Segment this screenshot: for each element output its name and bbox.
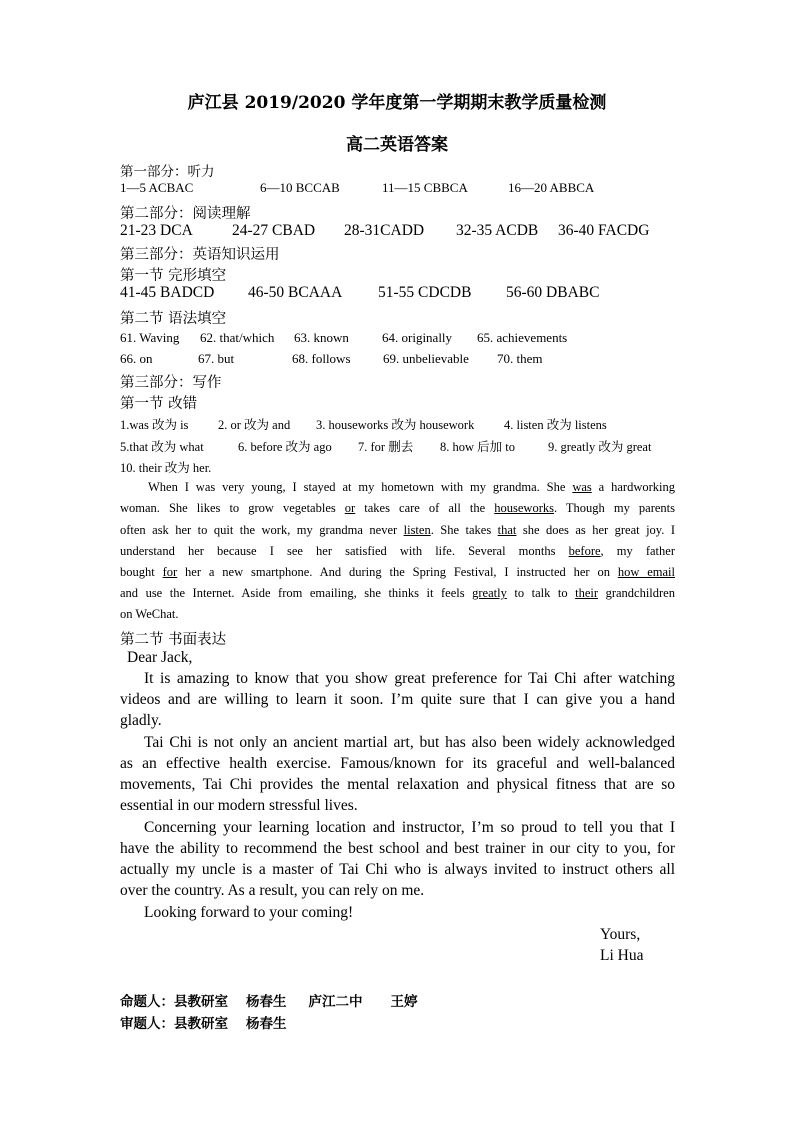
letter-line: Looking forward to your coming! [144,904,354,921]
letter-closing: Yours, [600,926,641,943]
corrections-row1 [120,415,680,433]
error-marker: before [568,544,601,558]
error-marker: that [497,523,517,537]
correction-item: 7. for 删去 [358,440,414,454]
passage-line: and use the Internet. Aside from emailing, she thinks it feels greatly to talk to their grandchildren [120,586,675,600]
part3-heading: 第三部分：英语知识运用 [120,247,280,263]
author-label: 命题人：县教研室 [120,994,228,1010]
answer-group: 28-31CADD [344,222,425,239]
passage-line: understand her because I see her satisfied with life. Several months before, my father [120,544,675,558]
answer-group: 41-45 BADCD [120,284,215,301]
error-marker: or [344,501,356,515]
exam-subtitle: 高二英语答案 [346,135,448,155]
answer-group: 36-40 FACDG [558,222,650,239]
author-name: 杨春生 [246,994,287,1010]
passage-line: often ask her to quit the work, my grandma never listen. She takes that she does as her great joy. I [120,523,675,537]
letter-line: as an effective health exercise. Famous/known for its graceful and well-balanced [120,755,675,772]
correction-item: 6. before 改为 ago [238,440,332,454]
writing-heading: 第三部分：写作 [120,375,222,391]
error-marker: listen [403,523,431,537]
answer-group: 24-27 CBAD [232,222,316,239]
letter-signature: Li Hua [600,947,644,964]
answer-item: 68. follows [292,351,351,366]
answer-item: 61. Waving [120,330,180,345]
letter-line: Concerning your learning location and instructor, I’m so proud to tell you that I [144,819,675,836]
grammar-answers-row2 [120,351,680,369]
passage-line: When I was very young, I stayed at my hometown with my grandma. She was a hardworking [148,480,676,494]
grammar-answers-row1 [120,330,680,348]
passage-line: on WeChat. [120,607,179,621]
letter-line: It is amazing to know that you show great preference for Tai Chi after watching [144,670,675,687]
cloze-heading: 第一节 完形填空 [120,268,227,284]
part2-heading: 第二部分：阅读理解 [120,206,251,222]
reviewer-name: 杨春生 [246,1016,287,1032]
exam-title: 庐江县 2019/2020 学年度第一学期期末教学质量检测 [187,93,607,113]
answer-group: 11—15 CBBCA [382,180,468,195]
answer-group: 6—10 BCCAB [260,180,340,195]
correction-item: 1.was 改为 is [120,418,189,432]
answer-group: 46-50 BCAAA [248,284,343,301]
author-name-2: 王婷 [390,994,418,1010]
corrections-row2 [120,437,680,455]
letter-line: Tai Chi is not only an ancient martial art, but has also been widely acknowledged [144,734,675,751]
author-school: 庐江二中 [308,994,363,1010]
reviewer-label: 审题人：县教研室 [120,1016,228,1032]
error-marker: how email [617,565,675,579]
composition-heading: 第二节 书面表达 [120,632,227,648]
error-marker: greatly [472,586,507,600]
part1-answers [120,180,680,198]
letter-line: have the ability to recommend the best school and best trainer in our city to you, for [120,840,675,857]
correction-item: 2. or 改为 and [218,418,291,432]
passage-line: woman. She likes to grow vegetables or takes care of all the houseworks. Though my parents [120,501,675,515]
correction-item: 4. listen 改为 listens [504,418,607,432]
part2-answers [120,222,680,242]
answer-item: 70. them [497,351,543,366]
letter-greeting: Dear Jack, [127,649,193,666]
error-marker: their [575,586,599,600]
answer-group: 1—5 ACBAC [120,180,194,195]
letter-line: gladly. [120,712,162,729]
answer-item: 64. originally [382,330,453,345]
letter-line: movements, Tai Chi provides the mental relaxation and physical fitness that are so [120,776,675,793]
answer-group: 32-35 ACDB [456,222,539,239]
answer-item: 69. unbelievable [383,351,469,366]
error-marker: was [572,480,592,494]
part1-heading: 第一部分：听力 [120,164,215,180]
cloze-answers [120,284,680,304]
error-marker: houseworks [494,501,554,515]
error-marker: for [162,565,178,579]
reviewer-line [120,1012,305,1032]
correction-item: 3. houseworks 改为 housework [316,418,475,432]
author-line [120,990,436,1010]
answer-group: 56-60 DBABC [506,284,600,301]
error-correction-heading: 第一节 改错 [120,396,198,412]
letter-line: over the country. As a result, you can rely on me. [120,882,425,899]
answer-item: 65. achievements [477,330,568,345]
correction-item: 8. how 后加 to [440,440,516,454]
correction-item: 9. greatly 改为 great [548,440,652,454]
answer-item: 66. on [120,351,153,366]
letter-line: actually my uncle is a master of Tai Chi who is always invited to instruct others all [120,861,675,878]
answer-group: 21-23 DCA [120,222,193,239]
passage-line: bought for her a new smartphone. And during the Spring Festival, I instructed her on how email [120,565,675,579]
letter-line: essential in our modern stressful lives. [120,797,358,814]
answer-item: 63. known [294,330,349,345]
letter-line: videos and are willing to learn it soon. I’m quite sure that I can give you a hand [120,691,675,708]
correction-item: 5.that 改为 what [120,440,204,454]
correction-item: 10. their 改为 her. [120,461,212,475]
answer-item: 62. that/which [200,330,275,345]
answer-item: 67. but [198,351,235,366]
corrections-row3 [120,458,680,476]
grammar-heading: 第二节 语法填空 [120,311,227,327]
answer-group: 51-55 CDCDB [378,284,472,301]
answer-group: 16—20 ABBCA [508,180,595,195]
